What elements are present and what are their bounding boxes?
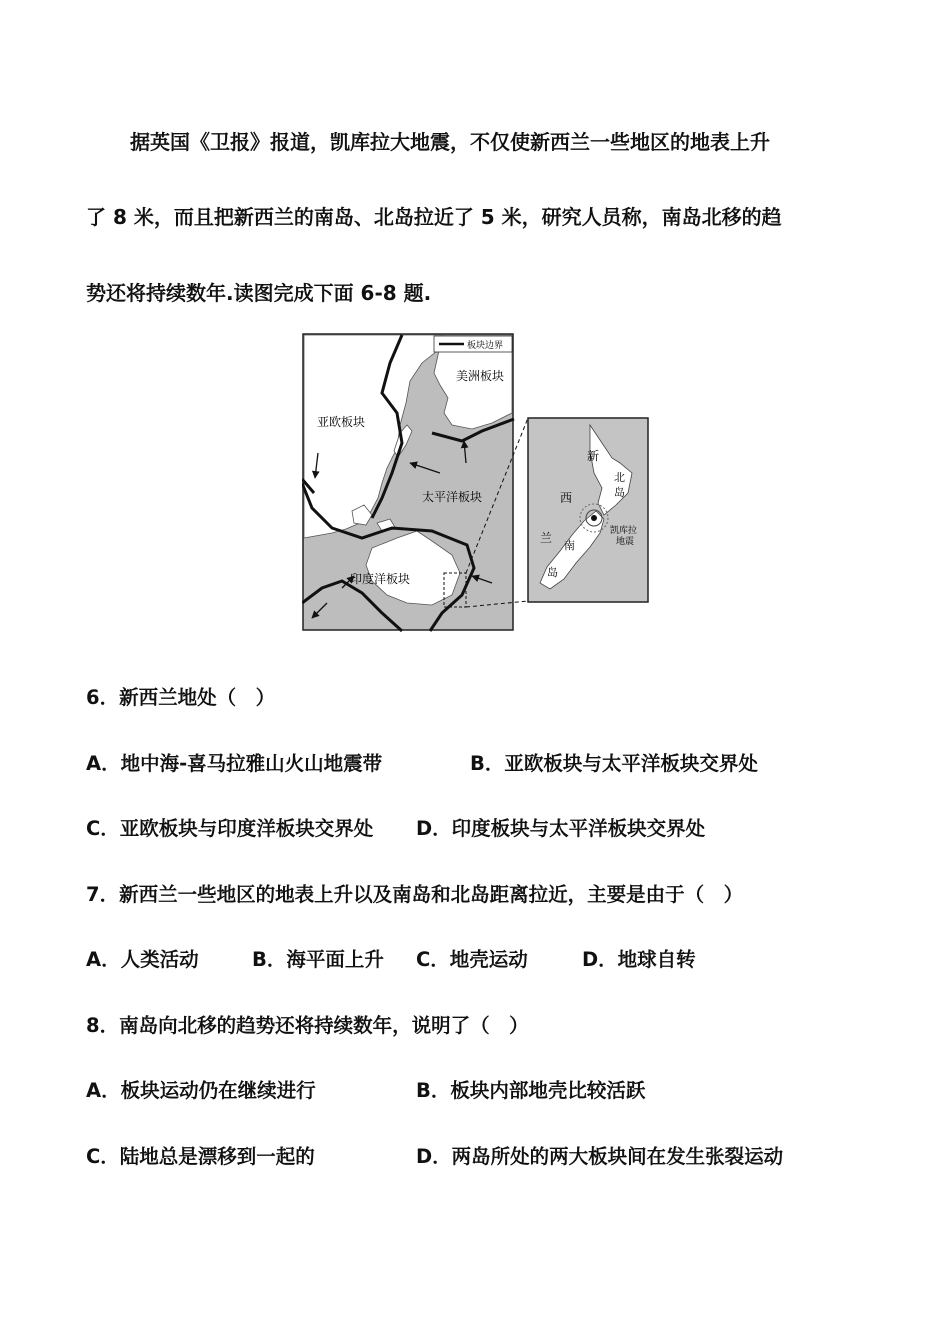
label-indian-plate: 印度洋板块 <box>350 572 411 586</box>
question-6-option-d: D．印度板块与太平洋板块交界处 <box>416 817 706 840</box>
inset-label-xi: 西 <box>560 491 573 505</box>
inset-label-dao2: 岛 <box>547 566 558 579</box>
passage-line-2: 了 8 米，而且把新西兰的南岛、北岛拉近了 5 米，研究人员称，南岛北移的趋 <box>86 205 782 229</box>
legend-label: 板块边界 <box>467 341 504 351</box>
question-8-stem: 8．南岛向北移的趋势还将持续数年，说明了（ ） <box>86 1014 529 1037</box>
question-7-option-b: B．海平面上升 <box>252 948 384 971</box>
question-6-option-a: A．地中海-喜马拉雅山火山地震带 <box>86 752 383 775</box>
passage-line-1: 据英国《卫报》报道，凯库拉大地震，不仅使新西兰一些地区的地表上升 <box>130 130 770 154</box>
inset-label-dao1: 岛 <box>614 486 625 499</box>
inset-label-bei: 北 <box>614 471 625 484</box>
question-6-stem: 6．新西兰地处（ ） <box>86 686 276 709</box>
inset-label-quake1: 凯库拉 <box>610 526 638 536</box>
label-america-plate: 美洲板块 <box>456 369 505 383</box>
plate-map-figure <box>302 333 652 633</box>
question-8-option-c: C．陆地总是漂移到一起的 <box>86 1145 315 1168</box>
nz-inset-map <box>528 418 648 602</box>
main-map <box>302 334 514 631</box>
label-pacific-plate: 太平洋板块 <box>422 490 483 504</box>
inset-label-xin: 新 <box>587 449 600 463</box>
question-7-option-c: C．地壳运动 <box>416 948 528 971</box>
question-6-option-c: C．亚欧板块与印度洋板块交界处 <box>86 817 374 840</box>
question-7-option-a: A．人类活动 <box>86 948 199 971</box>
question-8-option-b: B．板块内部地壳比较活跃 <box>416 1079 646 1102</box>
question-8-option-a: A．板块运动仍在继续进行 <box>86 1079 316 1102</box>
passage-line-3: 势还将持续数年.读图完成下面 6-8 题. <box>86 281 432 305</box>
epicenter-dot <box>591 515 597 521</box>
label-eurasia-plate: 亚欧板块 <box>317 415 366 429</box>
inset-label-quake2: 地震 <box>616 537 635 547</box>
inset-label-nan: 南 <box>564 539 575 552</box>
question-8-option-d: D．两岛所处的两大板块间在发生张裂运动 <box>416 1145 784 1168</box>
question-7-stem: 7．新西兰一些地区的地表上升以及南岛和北岛距离拉近，主要是由于（ ） <box>86 883 744 906</box>
question-6-option-b: B．亚欧板块与太平洋板块交界处 <box>470 752 758 775</box>
question-7-option-d: D．地球自转 <box>582 948 696 971</box>
inset-label-lan: 兰 <box>540 531 553 545</box>
